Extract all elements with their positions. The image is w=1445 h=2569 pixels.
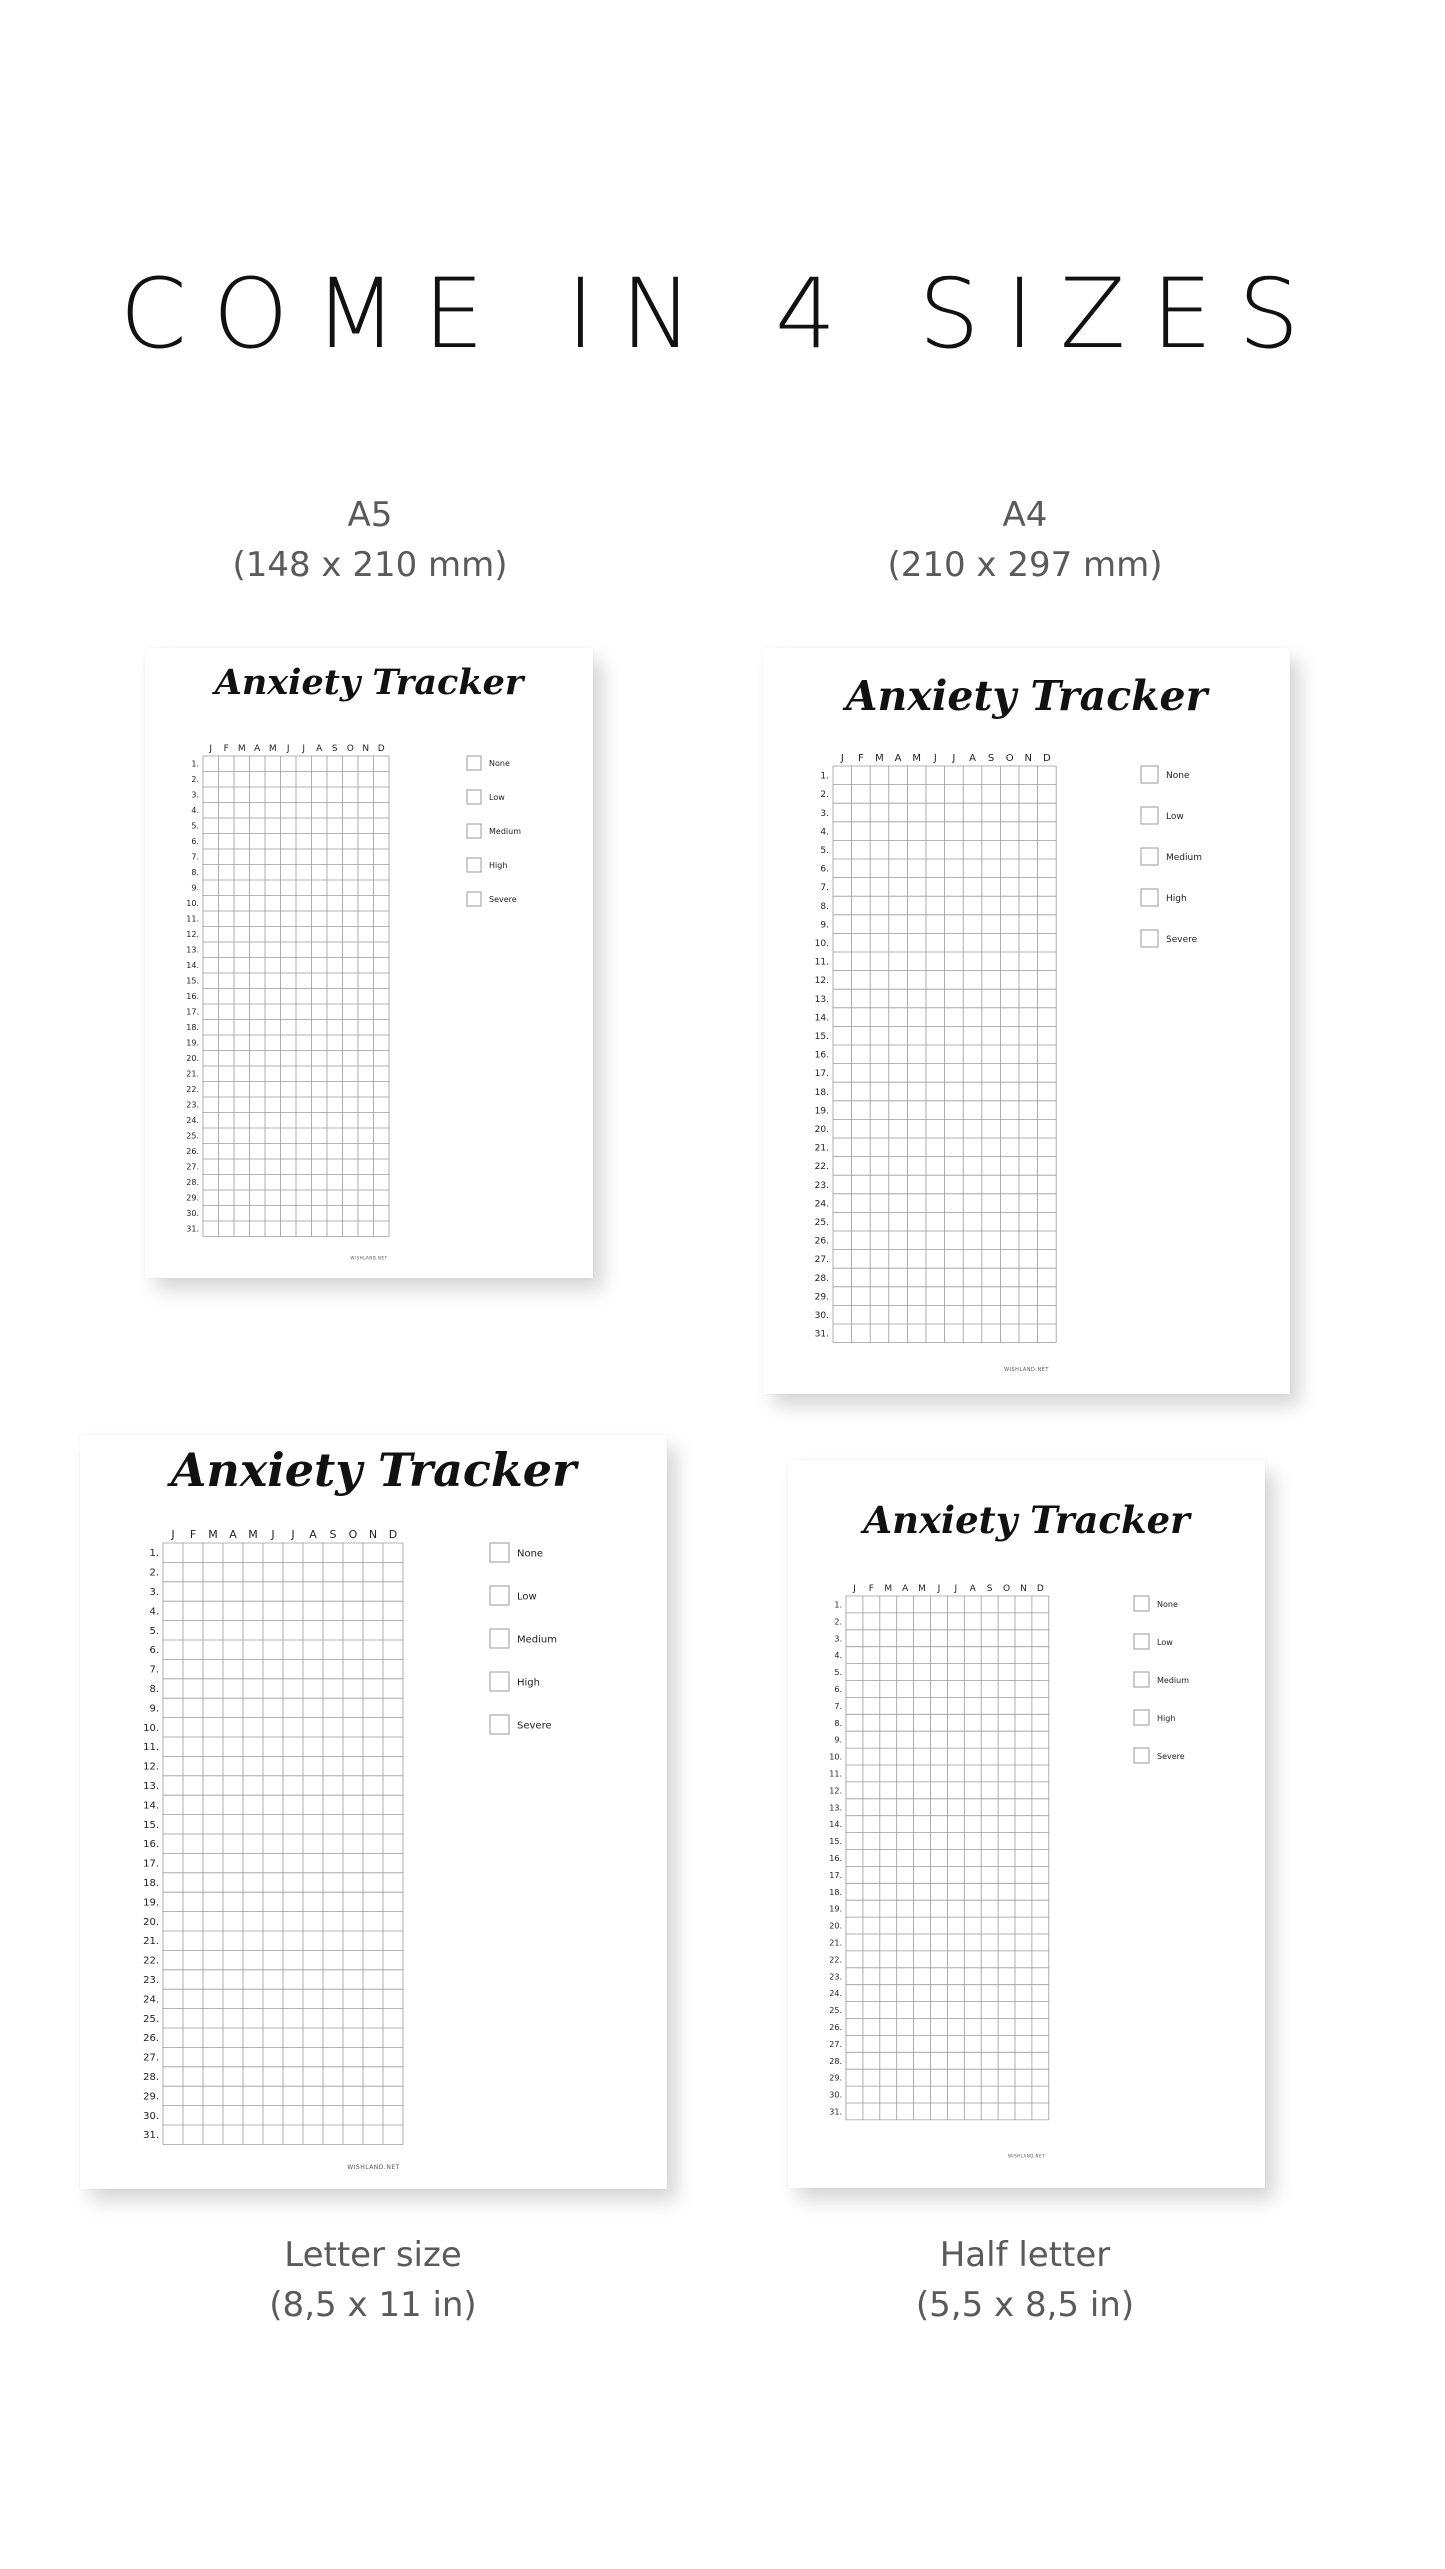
legend-checkbox	[490, 1543, 509, 1562]
month-label: A	[969, 1584, 976, 1594]
month-label: J	[271, 1528, 275, 1541]
legend-label: Severe	[517, 1720, 552, 1732]
tracker-grid	[80, 1435, 667, 2189]
month-label: N	[1020, 1584, 1027, 1594]
day-label: 28.	[814, 1273, 829, 1284]
month-label: D	[388, 1528, 398, 1541]
month-label: D	[377, 744, 385, 754]
day-label: 19.	[143, 1897, 159, 1909]
day-label: 23.	[143, 1974, 159, 1986]
legend-label: Severe	[1166, 935, 1198, 946]
legend-checkbox	[467, 756, 481, 770]
legend-label: Medium	[1157, 1675, 1189, 1685]
day-label: 7.	[149, 1664, 159, 1676]
day-label: 13.	[814, 994, 829, 1005]
legend-label: High	[1157, 1713, 1176, 1723]
tracker-sheet-a5	[145, 648, 593, 1278]
month-label: F	[868, 1584, 874, 1594]
day-label: 7.	[820, 883, 829, 894]
legend-label: None	[1157, 1599, 1178, 1609]
month-label: S	[987, 753, 995, 764]
day-label: 26.	[143, 2033, 159, 2045]
day-label: 9.	[149, 1703, 159, 1715]
day-label: 18.	[186, 1023, 199, 1033]
legend-label: None	[517, 1548, 544, 1560]
day-label: 20.	[829, 1921, 842, 1931]
legend-checkbox	[1141, 766, 1158, 783]
legend-label: None	[489, 759, 510, 769]
legend-label: High	[1166, 894, 1187, 905]
day-label: 21.	[143, 1936, 159, 1948]
day-label: 20.	[143, 1916, 159, 1928]
day-label: 21.	[814, 1143, 829, 1154]
legend-checkbox	[1141, 848, 1158, 865]
month-label: M	[884, 1584, 893, 1594]
day-label: 16.	[814, 1050, 829, 1061]
day-label: 6.	[820, 864, 829, 875]
day-label: 11.	[814, 957, 829, 968]
legend-label: Medium	[517, 1634, 557, 1646]
day-label: 10.	[814, 939, 829, 950]
day-label: 31.	[829, 2107, 842, 2117]
day-label: 30.	[814, 1311, 829, 1322]
size-name: Half letter	[939, 2235, 1111, 2275]
day-label: 28.	[143, 2071, 159, 2083]
month-label: A	[316, 744, 323, 754]
size-dims: (148 x 210 mm)	[232, 545, 508, 585]
day-label: 11.	[143, 1742, 159, 1754]
month-label: J	[286, 744, 290, 754]
day-label: 24.	[143, 1994, 159, 2006]
day-label: 26.	[829, 2022, 842, 2032]
day-label: 4.	[191, 806, 199, 816]
day-label: 31.	[143, 2130, 159, 2142]
day-label: 8.	[149, 1683, 159, 1695]
day-label: 22.	[186, 1085, 199, 1095]
day-label: 14.	[143, 1800, 159, 1812]
size-label-a5	[160, 490, 580, 590]
month-label: J	[291, 1528, 295, 1541]
day-label: 22.	[814, 1162, 829, 1173]
day-label: 1.	[149, 1548, 159, 1560]
day-label: 4.	[149, 1606, 159, 1618]
footer-brand: WISHLAND.NET	[1007, 2153, 1046, 2159]
tracker-sheet-letter	[80, 1435, 667, 2189]
month-label: A	[229, 1528, 237, 1541]
day-label: 31.	[814, 1329, 829, 1340]
legend-checkbox	[1141, 807, 1158, 824]
day-label: 4.	[834, 1651, 842, 1661]
size-label-a4	[815, 490, 1235, 590]
tracker-grid	[763, 648, 1290, 1394]
day-label: 21.	[829, 1938, 842, 1948]
day-label: 10.	[829, 1752, 842, 1762]
day-label: 18.	[143, 1877, 159, 1889]
legend-label: Severe	[489, 895, 517, 905]
day-label: 25.	[186, 1131, 199, 1141]
day-label: 18.	[829, 1887, 842, 1897]
month-label: D	[1043, 753, 1051, 764]
legend-checkbox	[1134, 1748, 1149, 1763]
day-label: 5.	[820, 846, 829, 857]
day-label: 30.	[186, 1209, 199, 1219]
legend-checkbox	[490, 1672, 509, 1691]
day-label: 20.	[186, 1054, 199, 1064]
day-label: 10.	[143, 1722, 159, 1734]
day-label: 6.	[149, 1645, 159, 1657]
month-label: N	[368, 1528, 378, 1541]
day-label: 14.	[186, 961, 199, 971]
month-label: J	[853, 1584, 856, 1594]
month-label: J	[937, 1584, 941, 1594]
legend-label: Low	[489, 793, 505, 803]
day-label: 25.	[143, 2013, 159, 2025]
day-label: 12.	[814, 976, 829, 987]
day-label: 2.	[149, 1567, 159, 1579]
day-label: 5.	[149, 1625, 159, 1637]
month-label: O	[346, 744, 354, 754]
month-label: M	[268, 744, 277, 754]
legend-checkbox	[490, 1586, 509, 1605]
day-label: 19.	[829, 1904, 842, 1914]
day-label: 15.	[143, 1819, 159, 1831]
day-label: 12.	[186, 930, 199, 940]
legend-label: Low	[517, 1591, 537, 1603]
month-label: A	[902, 1584, 909, 1594]
month-label: M	[875, 753, 884, 764]
legend-checkbox	[490, 1715, 509, 1734]
day-label: 9.	[191, 883, 199, 893]
day-label: 14.	[814, 1013, 829, 1024]
legend-label: Severe	[1157, 1751, 1185, 1761]
month-label: J	[933, 753, 937, 764]
month-label: J	[840, 753, 844, 764]
month-label: O	[348, 1528, 358, 1541]
day-label: 25.	[829, 2006, 842, 2016]
month-label: O	[1003, 1584, 1011, 1594]
day-label: 28.	[186, 1178, 199, 1188]
day-label: 30.	[143, 2110, 159, 2122]
day-label: 19.	[186, 1038, 199, 1048]
day-label: 15.	[814, 1032, 829, 1043]
day-label: 18.	[814, 1087, 829, 1098]
month-label: N	[362, 744, 370, 754]
day-label: 7.	[834, 1701, 842, 1711]
day-label: 16.	[143, 1839, 159, 1851]
footer-brand: WISHLAND.NET	[350, 1255, 388, 1261]
month-label: A	[254, 744, 261, 754]
month-label: J	[171, 1528, 175, 1541]
day-label: 29.	[814, 1292, 829, 1303]
day-label: 11.	[829, 1769, 842, 1779]
day-label: 24.	[814, 1199, 829, 1210]
day-label: 1.	[834, 1600, 842, 1610]
day-label: 22.	[829, 1955, 842, 1965]
day-label: 27.	[829, 2039, 842, 2049]
day-label: 12.	[829, 1786, 842, 1796]
day-label: 28.	[829, 2056, 842, 2066]
day-label: 13.	[186, 945, 199, 955]
day-label: 27.	[143, 2052, 159, 2064]
legend-checkbox	[467, 858, 481, 872]
day-label: 21.	[186, 1069, 199, 1079]
day-label: 1.	[820, 771, 829, 782]
day-label: 29.	[829, 2073, 842, 2083]
day-label: 17.	[814, 1069, 829, 1080]
size-dims: (5,5 x 8,5 in)	[915, 2285, 1135, 2325]
day-label: 23.	[814, 1180, 829, 1191]
legend-checkbox	[467, 790, 481, 804]
day-label: 5.	[834, 1668, 842, 1678]
day-label: 17.	[186, 1007, 199, 1017]
day-label: 27.	[186, 1162, 199, 1172]
day-label: 30.	[829, 2090, 842, 2100]
tracker-sheet-half-letter	[788, 1460, 1265, 2188]
legend-label: Low	[1157, 1637, 1173, 1647]
legend-checkbox	[1141, 889, 1158, 906]
day-label: 24.	[186, 1116, 199, 1126]
day-label: 10.	[186, 899, 199, 909]
day-label: 3.	[834, 1634, 842, 1644]
day-label: 13.	[829, 1803, 842, 1813]
sheet-title: Anxiety Tracker	[845, 672, 1208, 720]
legend-checkbox	[1134, 1672, 1149, 1687]
day-label: 11.	[186, 914, 199, 924]
footer-brand: WISHLAND.NET	[1004, 1366, 1049, 1373]
day-label: 29.	[186, 1193, 199, 1203]
size-name: A4	[1002, 495, 1048, 535]
day-label: 22.	[143, 1955, 159, 1967]
month-label: J	[954, 1584, 958, 1594]
legend-checkbox	[1141, 930, 1158, 947]
day-label: 23.	[186, 1100, 199, 1110]
day-label: 3.	[820, 808, 829, 819]
month-label: J	[209, 744, 213, 754]
legend-label: High	[489, 861, 508, 871]
month-label: M	[248, 1528, 258, 1541]
day-label: 16.	[829, 1853, 842, 1863]
day-label: 25.	[814, 1218, 829, 1229]
legend-label: Medium	[1166, 853, 1202, 864]
sheet-title: Anxiety Tracker	[214, 662, 524, 703]
day-label: 31.	[186, 1224, 199, 1234]
day-label: 20.	[814, 1125, 829, 1136]
day-label: 26.	[186, 1147, 199, 1157]
legend-checkbox	[467, 892, 481, 906]
tracker-grid	[788, 1460, 1265, 2188]
legend-label: Low	[1166, 812, 1184, 823]
size-name: Letter size	[284, 2235, 462, 2275]
day-label: 4.	[820, 827, 829, 838]
legend-label: None	[1166, 771, 1190, 782]
month-label: S	[331, 744, 338, 754]
day-label: 12.	[143, 1761, 159, 1773]
size-name: A5	[347, 495, 393, 535]
month-label: M	[237, 744, 246, 754]
headline: COME IN 4 SIZES	[119, 258, 1326, 370]
size-label-letter	[163, 2230, 583, 2330]
month-label: D	[1036, 1584, 1044, 1594]
month-label: M	[918, 1584, 926, 1594]
month-label: N	[1024, 753, 1033, 764]
month-label: O	[1005, 753, 1014, 764]
day-label: 3.	[149, 1586, 159, 1598]
month-label: F	[223, 744, 229, 754]
tracker-grid	[145, 648, 593, 1278]
size-dims: (210 x 297 mm)	[887, 545, 1163, 585]
day-label: 9.	[834, 1735, 842, 1745]
month-label: S	[986, 1584, 993, 1594]
sheet-title: Anxiety Tracker	[863, 1498, 1190, 1542]
day-label: 27.	[814, 1255, 829, 1266]
legend-checkbox	[1134, 1710, 1149, 1725]
day-label: 14.	[829, 1820, 842, 1830]
month-label: A	[894, 753, 902, 764]
day-label: 13.	[143, 1780, 159, 1792]
tracker-sheet-a4	[763, 648, 1290, 1394]
day-label: 26.	[814, 1236, 829, 1247]
day-label: 2.	[820, 790, 829, 801]
legend-checkbox	[1134, 1596, 1149, 1611]
day-label: 17.	[143, 1858, 159, 1870]
day-label: 7.	[191, 852, 199, 862]
day-label: 2.	[834, 1617, 842, 1627]
month-label: S	[329, 1528, 337, 1541]
day-label: 6.	[191, 837, 199, 847]
day-label: 2.	[191, 775, 199, 785]
month-label: A	[969, 753, 976, 764]
day-label: 16.	[186, 992, 199, 1002]
sheet-title: Anxiety Tracker	[170, 1443, 577, 1497]
day-label: 8.	[834, 1718, 842, 1728]
month-label: J	[302, 744, 306, 754]
legend-checkbox	[1134, 1634, 1149, 1649]
day-label: 15.	[829, 1837, 842, 1847]
day-label: 29.	[143, 2091, 159, 2103]
legend-checkbox	[490, 1629, 509, 1648]
day-label: 23.	[829, 1972, 842, 1982]
month-label: F	[189, 1528, 197, 1541]
day-label: 9.	[820, 920, 829, 931]
legend-label: High	[517, 1677, 540, 1689]
legend-checkbox	[467, 824, 481, 838]
month-label: A	[309, 1528, 317, 1541]
size-label-half-letter	[815, 2230, 1235, 2330]
month-label: M	[208, 1528, 218, 1541]
day-label: 1.	[191, 759, 199, 769]
day-label: 6.	[834, 1684, 842, 1694]
footer-brand: WISHLAND.NET	[347, 2163, 400, 2171]
month-label: J	[952, 753, 956, 764]
month-label: F	[858, 753, 864, 764]
day-label: 5.	[191, 821, 199, 831]
size-dims: (8,5 x 11 in)	[269, 2285, 477, 2325]
day-label: 15.	[186, 976, 199, 986]
day-label: 8.	[820, 901, 829, 912]
day-label: 24.	[829, 1989, 842, 1999]
day-label: 17.	[829, 1870, 842, 1880]
day-label: 8.	[191, 868, 199, 878]
day-label: 3.	[191, 790, 199, 800]
month-label: M	[912, 753, 922, 764]
day-label: 19.	[814, 1106, 829, 1117]
legend-label: Medium	[489, 827, 521, 837]
